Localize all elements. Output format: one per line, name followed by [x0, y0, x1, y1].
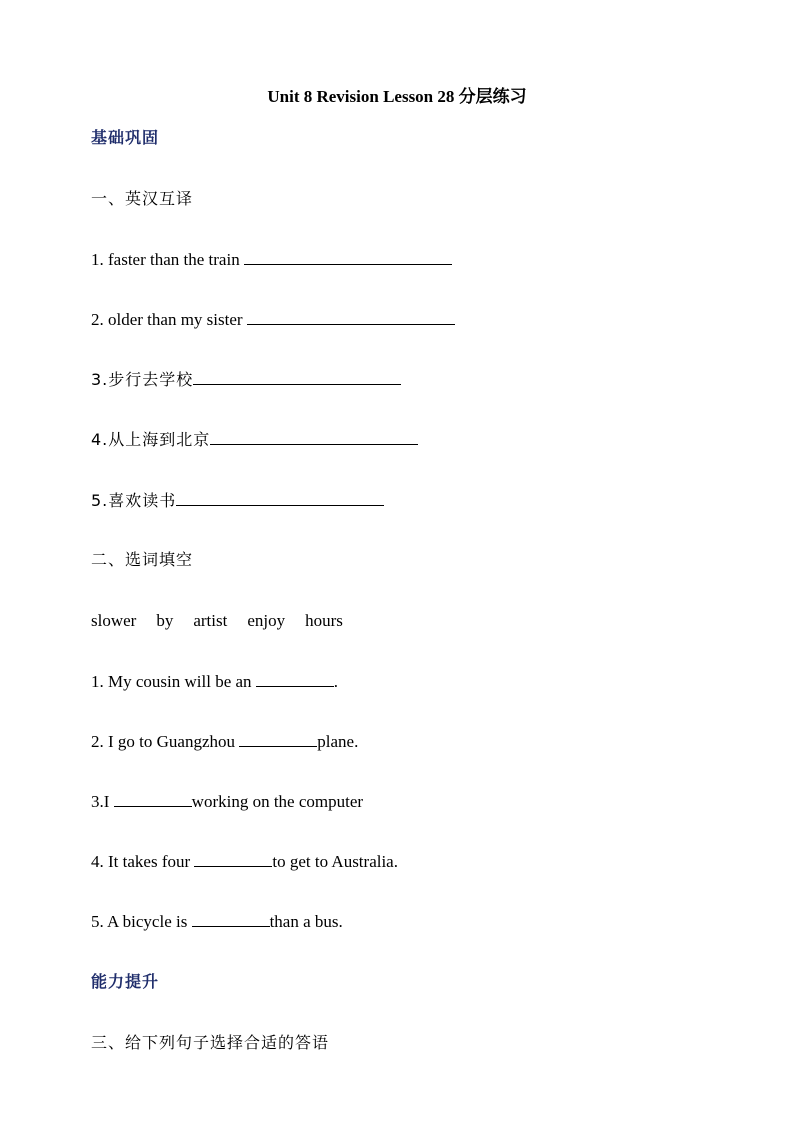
translation-item-text: 2. older than my sister: [91, 310, 247, 329]
answer-blank[interactable]: [210, 429, 418, 445]
translation-item: [91, 490, 384, 511]
answer-blank[interactable]: [114, 791, 192, 807]
part2-heading: 二、选词填空: [91, 550, 194, 569]
answer-blank[interactable]: [192, 911, 270, 927]
fill-blank-before: 1. My cousin will be an: [91, 672, 256, 691]
page-title: Unit 8 Revision Lesson 28 分层练习: [267, 87, 527, 106]
fill-blank-item: [91, 731, 358, 752]
fill-blank-after: .: [333, 672, 339, 691]
fill-blank-after: plane.: [317, 732, 359, 751]
word-bank: [91, 611, 363, 631]
fill-blank-item: [91, 851, 398, 872]
fill-blank-item: [91, 791, 363, 812]
fill-blank-item: [91, 911, 343, 932]
word-bank-item: hours: [305, 611, 343, 630]
answer-blank[interactable]: [244, 249, 452, 265]
fill-blank-before: 4. It takes four: [91, 852, 195, 871]
fill-blank-after: than a bus.: [269, 912, 343, 931]
section-heading-advanced: 能力提升: [91, 972, 160, 991]
answer-blank[interactable]: [194, 851, 272, 867]
translation-item: [91, 309, 455, 330]
answer-blank[interactable]: [247, 309, 455, 325]
word-bank-item: artist: [193, 611, 228, 630]
part1-heading: 一、英汉互译: [91, 189, 194, 208]
answer-blank[interactable]: [176, 490, 384, 506]
answer-blank[interactable]: [256, 671, 334, 687]
answer-blank[interactable]: [239, 731, 317, 747]
fill-blank-after: working on the computer: [191, 792, 364, 811]
word-bank-item: slower: [91, 611, 137, 630]
translation-item: [91, 249, 452, 270]
translation-item-text: 3.步行去学校: [91, 370, 194, 389]
translation-item: [91, 369, 401, 390]
translation-item-text: 1. faster than the train: [91, 250, 244, 269]
fill-blank-item: [91, 671, 338, 692]
part3-heading: 三、给下列句子选择合适的答语: [91, 1033, 330, 1052]
word-bank-item: enjoy: [247, 611, 286, 630]
fill-blank-before: 3.I: [91, 792, 114, 811]
translation-item-text: 5.喜欢读书: [91, 491, 177, 510]
translation-item: [91, 429, 418, 450]
fill-blank-before: 5. A bicycle is: [91, 912, 192, 931]
word-bank-item: by: [156, 611, 174, 630]
answer-blank[interactable]: [193, 369, 401, 385]
translation-item-text: 4.从上海到北京: [91, 430, 211, 449]
section-heading-basic: 基础巩固: [91, 128, 160, 147]
fill-blank-before: 2. I go to Guangzhou: [91, 732, 240, 751]
fill-blank-after: to get to Australia.: [272, 852, 398, 871]
